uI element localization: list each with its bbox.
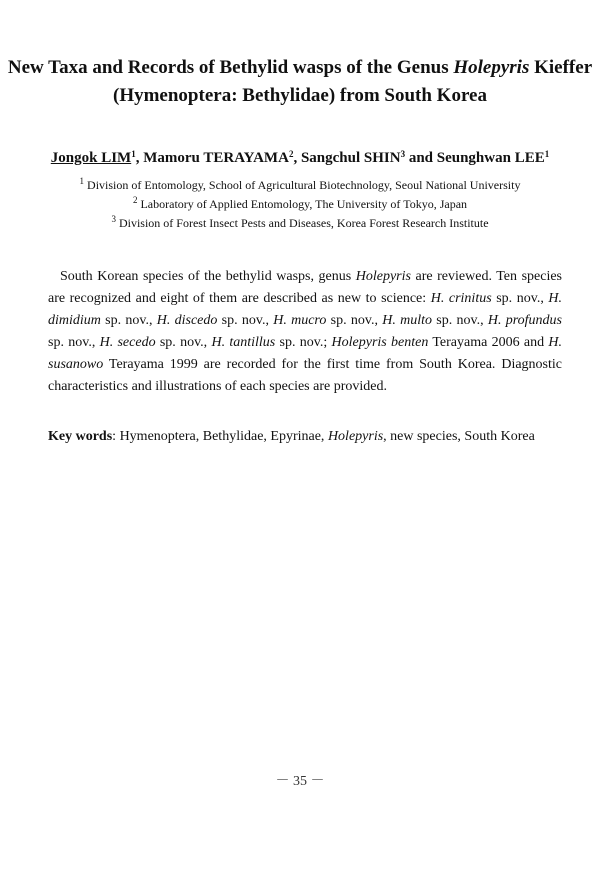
species-name: H. discedo (156, 313, 218, 328)
species-name: H. susanowo (48, 335, 562, 372)
title-author: Kieffer (529, 57, 593, 78)
author-affiliation-mark: 3 (400, 149, 406, 159)
author-affiliation-mark: 1 (544, 149, 550, 159)
species-name: H. crinitus (430, 291, 492, 306)
title-line-1 (0, 54, 600, 82)
affiliation (0, 176, 600, 195)
affiliation-text: Division of Forest Insect Pests and Diseases, Korea Forest Research Institute (118, 216, 489, 230)
author-affiliation-mark: 1 (131, 149, 136, 159)
author-affiliation-mark: 2 (288, 149, 294, 159)
affiliation-number: 2 (132, 195, 138, 205)
sp-nov-text: sp. nov., (491, 291, 549, 306)
genus-name: Holepyris (355, 269, 411, 284)
keywords-text: , new species, South Korea (383, 429, 535, 444)
keywords-genus: Holepyris (327, 429, 384, 444)
page-number: － 35 － (275, 774, 325, 789)
abstract-text: Terayama 1999 are recorded for the first time from South Korea. Diagnostic characteristics and illustrations of each species are provided. (48, 357, 562, 394)
affiliation-number: 1 (79, 176, 85, 186)
affiliation (0, 195, 600, 214)
species-name: H. dimidium (48, 291, 562, 328)
affiliation-list (0, 176, 600, 233)
affiliation-text: Division of Entomology, School of Agricultural Biotechnology, Seoul National University (87, 178, 521, 192)
sp-nov-text: sp. nov., (217, 313, 274, 328)
abstract (48, 266, 562, 398)
sp-nov-text: sp. nov., (432, 313, 488, 328)
sp-nov-text: sp. nov., (326, 313, 383, 328)
sp-nov-text: sp. nov., (48, 335, 100, 350)
title-text: New Taxa and Records of Bethylid wasps of the Genus (7, 57, 454, 78)
author-separator: , (135, 150, 144, 166)
sp-nov-text: sp. nov.; (275, 335, 332, 350)
author-name: Jongok LIM (50, 150, 132, 166)
keywords-label: Key words (48, 429, 113, 444)
keywords-colon: : (112, 429, 120, 444)
keywords (48, 426, 562, 448)
title-line-2: (Hymenoptera: Bethylidae) from South Korea (113, 85, 487, 106)
species-name: H. mucro (273, 313, 327, 328)
author-separator: , (293, 150, 301, 166)
sp-nov-text: sp. nov., (155, 335, 212, 350)
abstract-text: are reviewed. Ten species are recognized and eight of them are described as new to science: (48, 269, 563, 306)
author-list (0, 150, 600, 167)
affiliation-text: Laboratory of Applied Entomology, The University of Tokyo, Japan (140, 197, 468, 211)
species-name: H. profundus (487, 313, 562, 328)
abstract-text: Terayama 2006 and (428, 335, 549, 350)
author-name: Seunghwan LEE (436, 150, 545, 166)
species-name: H. secedo (99, 335, 156, 350)
author-name: Mamoru TERAYAMA (143, 150, 289, 166)
paper-title (0, 54, 600, 110)
keywords-text: Hymenoptera, Bethylidae, Epyrinae, (119, 429, 328, 444)
affiliation (0, 214, 600, 233)
affiliation-number: 3 (111, 214, 116, 224)
sp-nov-text: sp. nov., (100, 313, 157, 328)
species-name: H. tantillus (211, 335, 276, 350)
author-name: Sangchul SHIN (300, 150, 401, 166)
species-name: H. multo (382, 313, 432, 328)
abstract-text: South Korean species of the bethylid wasps, genus (60, 269, 356, 284)
species-name: Holepyris benten (331, 335, 429, 350)
author-separator: and (405, 150, 437, 166)
title-genus: Holepyris (453, 57, 530, 78)
